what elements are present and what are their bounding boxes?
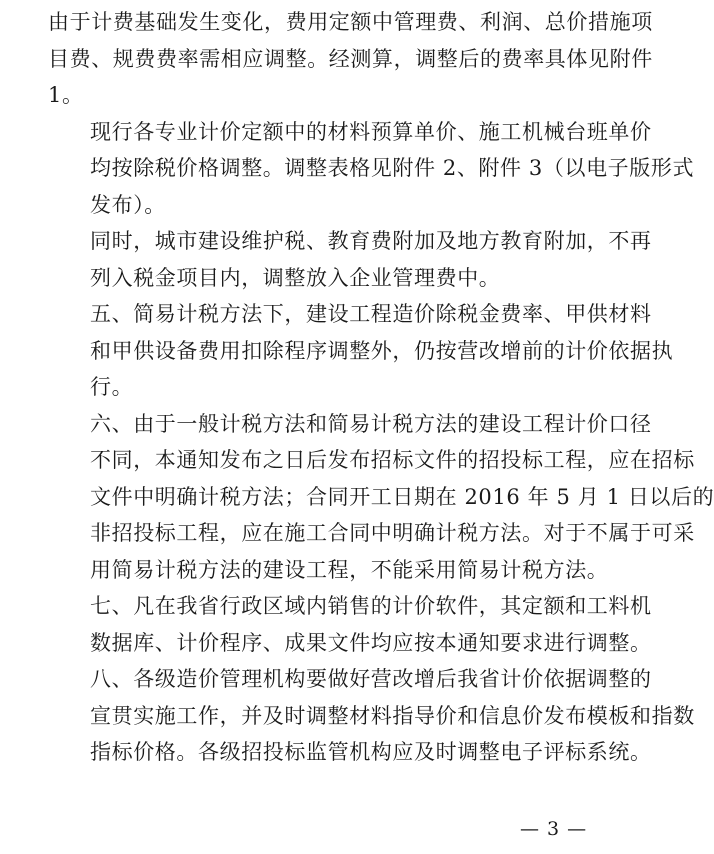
- text-line: 五、简易计税方法下，建设工程造价除税金费率、甲供材料: [90, 302, 652, 326]
- text-line: 宣贯实施工作，并及时调整材料指导价和信息价发布模板和指数: [90, 703, 695, 728]
- document-body: [48, 4, 714, 771]
- text-line: 目费、规费费率需相应调整。经测算，调整后的费率具体见附件: [48, 46, 653, 71]
- text-line: 同时，城市建设维护税、教育费附加及地方教育附加，不再: [90, 229, 652, 253]
- text-line: 六、由于一般计税方法和简易计税方法的建设工程计价口径: [90, 411, 652, 436]
- text-line: 非招投标工程，应在施工合同中明确计税方法。对于不属于可采: [90, 521, 695, 545]
- text-line: 发布）。: [90, 192, 166, 217]
- text-line: 八、各级造价管理机构要做好营改增后我省计价依据调整的: [90, 667, 652, 691]
- text-line: 均按除税价格调整。调整表格见附件 2、附件 3（以电子版形式: [90, 156, 695, 180]
- text-line: 用简易计税方法的建设工程，不能采用简易计税方法。: [90, 557, 609, 582]
- text-line: 文件中明确计税方法；合同开工日期在 2016 年 5 月 1 日以后的: [90, 484, 714, 509]
- text-line: 现行各专业计价定额中的材料预算单价、施工机械台班单价: [90, 119, 652, 144]
- paragraph-item-five: [48, 296, 674, 406]
- paragraph-item-six: [48, 406, 714, 589]
- text-line: 列入税金项目内，调整放入企业管理费中。: [90, 265, 501, 290]
- text-line: 和甲供设备费用扣除程序调整外，仍按营改增前的计价依据执: [90, 338, 674, 363]
- text-line: 行。: [90, 375, 134, 399]
- text-line: 指标价格。各级招投标监管机构应及时调整电子评标系统。: [90, 740, 652, 764]
- page-number: — 3 —: [520, 818, 588, 840]
- text-line: 七、凡在我省行政区域内销售的计价软件，其定额和工料机: [90, 594, 652, 618]
- paragraph-item-seven: [48, 588, 652, 661]
- paragraph-item-eight: [48, 661, 695, 771]
- text-line: 1。: [48, 83, 84, 107]
- paragraph-material-price: [48, 114, 695, 224]
- text-line: 不同，本通知发布之日后发布招标文件的招投标工程，应在招标: [90, 448, 695, 472]
- paragraph-fee-rate: [48, 4, 653, 114]
- text-line: 数据库、计价程序、成果文件均应按本通知要求进行调整。: [90, 630, 652, 655]
- text-line: 由于计费基础发生变化，费用定额中管理费、利润、总价措施项: [48, 10, 653, 34]
- paragraph-tax-surcharge: [48, 223, 652, 296]
